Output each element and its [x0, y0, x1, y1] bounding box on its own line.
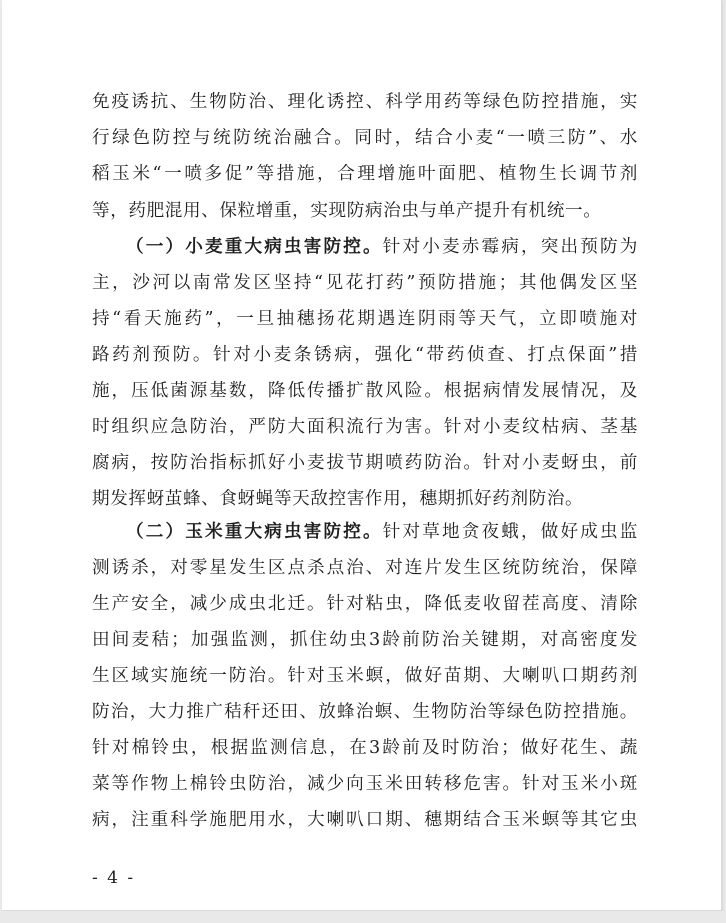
text-line: 主，沙河以南常发区坚持“见花打药”预防措施；其他偶发区坚 [92, 273, 638, 293]
text-line: 生区域实施统一防治。针对玉米螟，做好苗期、大喇叭口期药剂 [92, 666, 638, 686]
text-line: 免疫诱抗、生物防治、理化诱控、科学用药等绿色防控措施，实 [92, 92, 638, 112]
text-line: 田间麦秸；加强监测，抓住幼虫3龄前防治关键期，对高密度发 [92, 630, 638, 650]
section-1-first-line [126, 232, 638, 262]
section-1-text: 针对小麦赤霉病，突出预防为 [382, 237, 638, 257]
section-1-heading: （一）小麦重大病虫害防控。 [126, 236, 383, 257]
text-line: 期发挥蚜茧蜂、食蚜蝇等天敌控害作用，穗期抓好药剂防治。 [92, 489, 584, 509]
text-line: 腐病，按防治指标抓好小麦拔节期喷药防治。针对小麦蚜虫，前 [92, 453, 638, 473]
text-line: 病，注重科学施肥用水，大喇叭口期、穗期结合玉米螟等其它虫 [92, 810, 638, 830]
document-page [2, 0, 722, 911]
text-line: 稻玉米“一喷多促”等措施，合理增施叶面肥、植物生长调节剂 [92, 164, 638, 184]
section-2-first-line [126, 517, 638, 547]
text-line: 路药剂预防。针对小麦条锈病，强化“带药侦查、打点保面”措 [92, 345, 638, 365]
text-line: 菜等作物上棉铃虫防治，减少向玉米田转移危害。针对玉米小斑 [92, 774, 638, 794]
page-number: - 4 - [92, 868, 136, 888]
text-line: 生产安全，减少成虫北迁。针对粘虫，降低麦收留茬高度、清除 [92, 594, 638, 614]
text-line: 针对棉铃虫，根据监测信息，在3龄前及时防治；做好花生、蔬 [92, 738, 638, 758]
text-line: 测诱杀，对零星发生区点杀点治、对连片发生区统防统治，保障 [92, 558, 638, 578]
section-2-heading: （二）玉米重大病虫害防控。 [126, 521, 383, 542]
text-line: 施，压低菌源基数，降低传播扩散风险。根据病情发展情况，及 [92, 381, 638, 401]
text-line: 时组织应急防治，严防大面积流行为害。针对小麦纹枯病、茎基 [92, 417, 638, 437]
text-line: 行绿色防控与统防统治融合。同时，结合小麦“一喷三防”、水 [92, 128, 638, 148]
text-line: 持“看天施药”，一旦抽穗扬花期遇连阴雨等天气，立即喷施对 [92, 309, 638, 329]
text-line: 防治，大力推广秸秆还田、放蜂治螟、生物防治等绿色防控措施。 [92, 702, 638, 722]
text-line: 等，药肥混用、保粒增重，实现防病治虫与单产提升有机统一。 [92, 201, 602, 221]
page-gap [0, 911, 726, 923]
section-2-text: 针对草地贪夜蛾，做好成虫监 [382, 522, 638, 542]
